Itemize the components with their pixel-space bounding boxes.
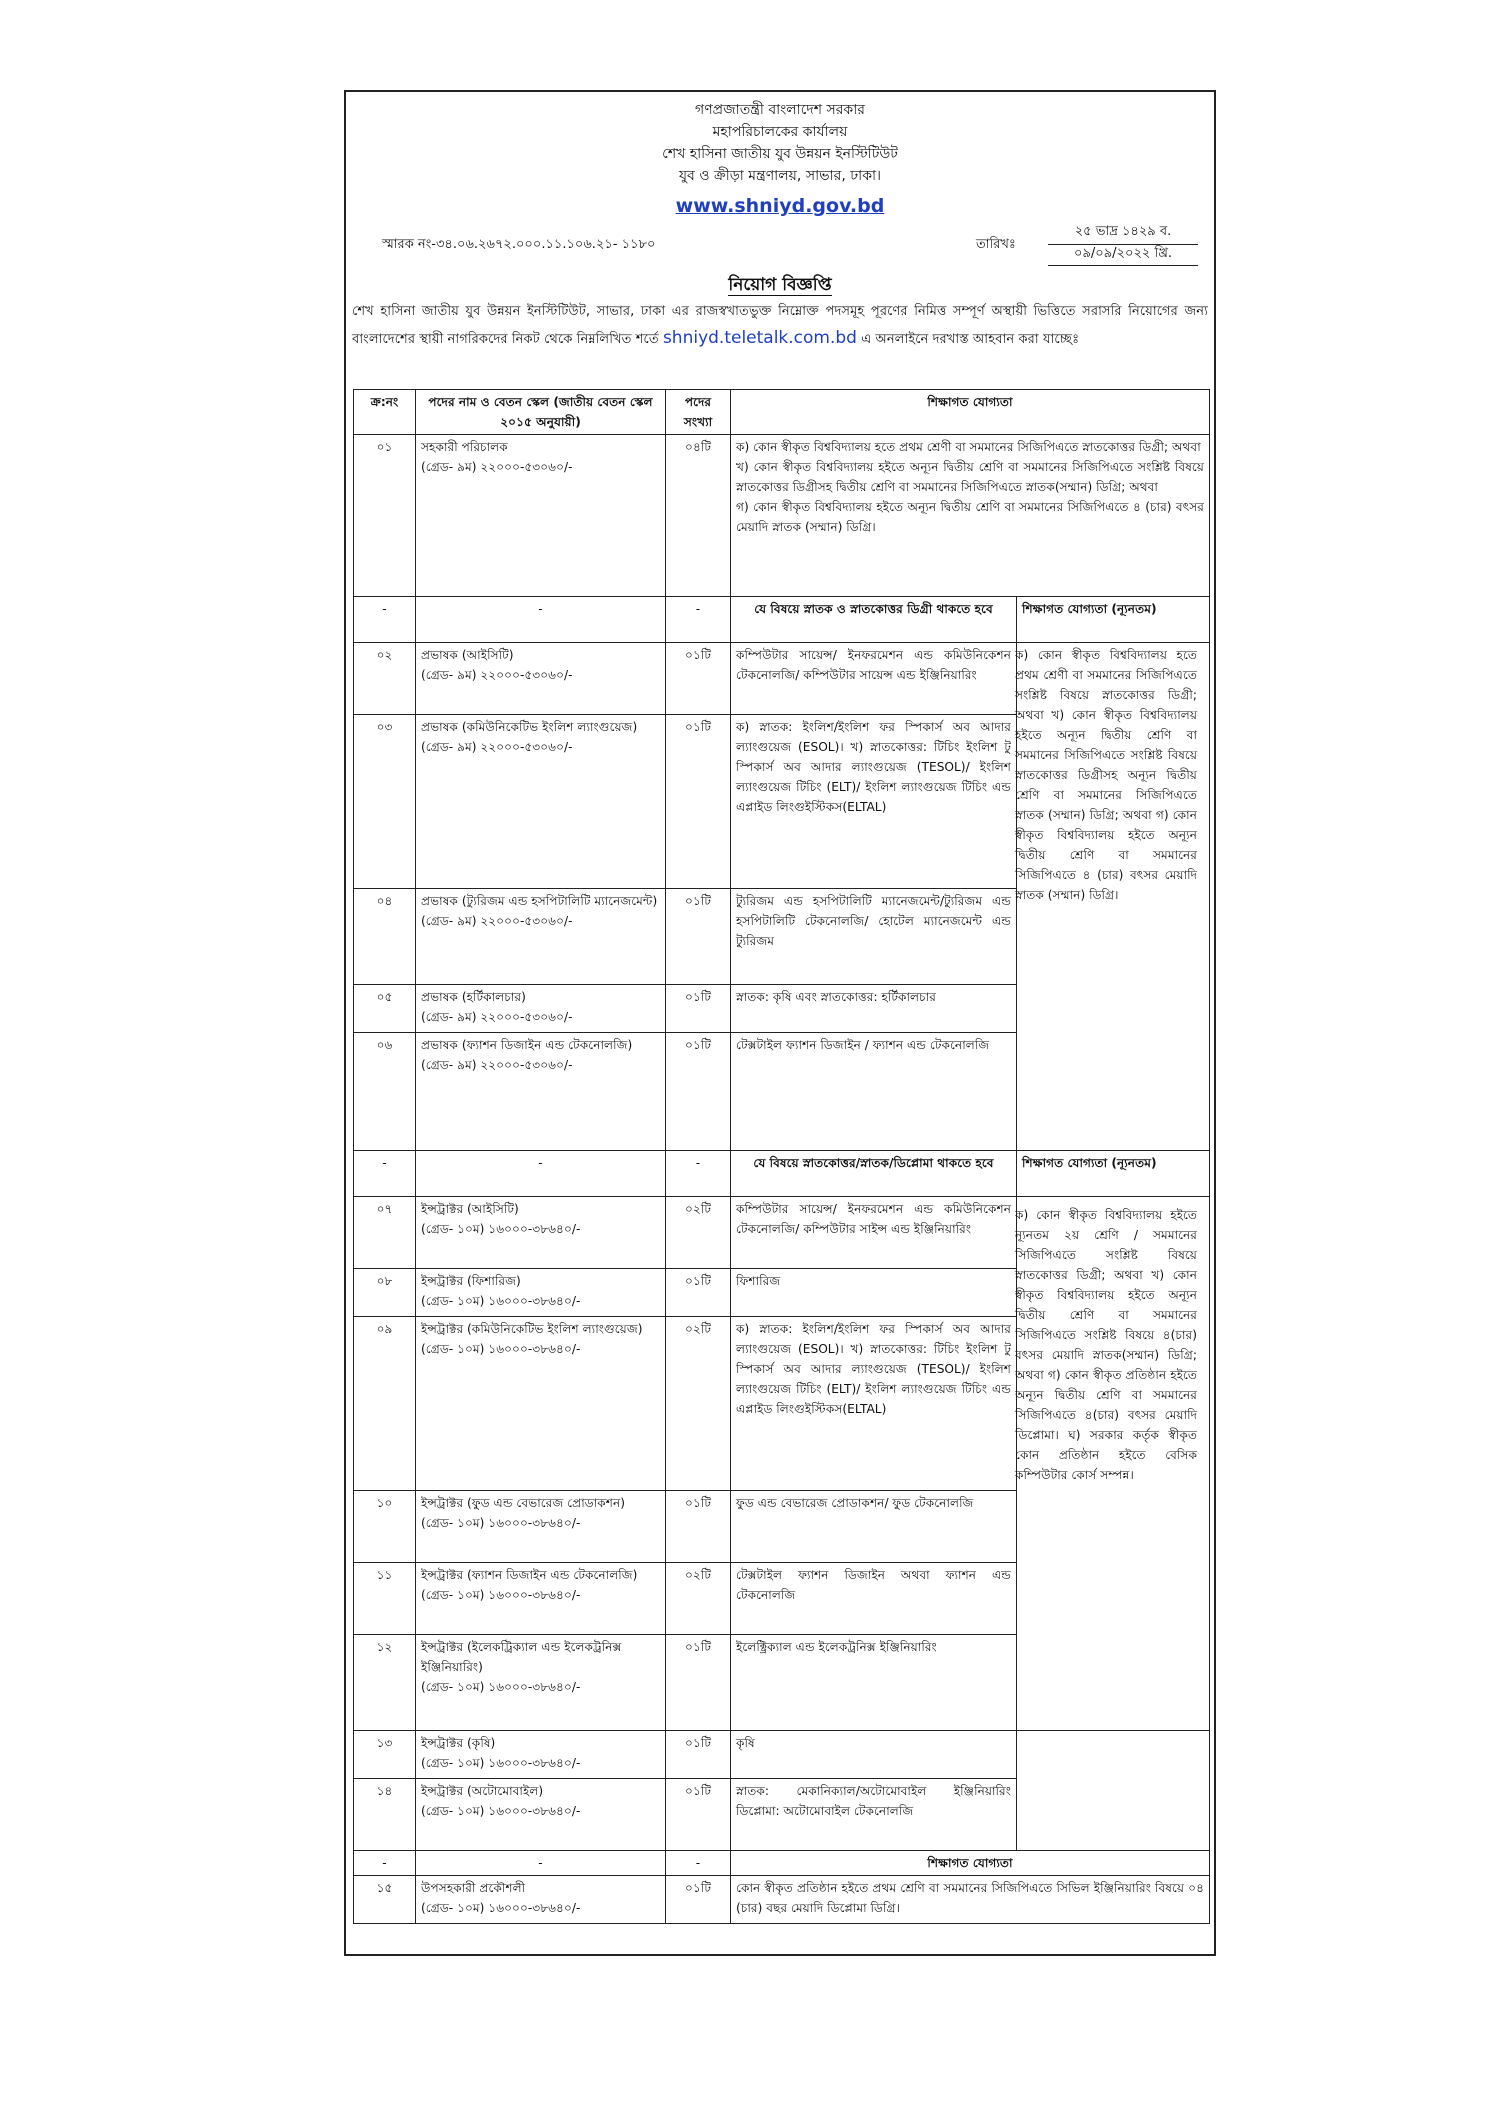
count-cell: ০২টি: [666, 1317, 731, 1491]
dash-cell: -: [416, 1151, 666, 1197]
post-grade: (গ্রেড- ১০ম) ১৬০০০-৩৮৬৪০/-: [421, 1222, 581, 1236]
post-grade: (গ্রেড- ১০ম) ১৬০০০-৩৮৬৪০/-: [421, 1901, 581, 1915]
qualification-item: ক) কোন স্বীকৃত বিশ্ববিদ্যালয় হতে প্রথম শ্রেণী বা সমমানের সিজিপিএতে স্নাতকোত্তর ডিগ্রী; অথবা: [736, 440, 1201, 454]
subheader-row: [354, 597, 1210, 643]
qualification-cell: [731, 435, 1210, 597]
post-grade: (গ্রেড- ১০ম) ১৬০০০-৩৮৬৪০/-: [421, 1294, 581, 1308]
dash-cell: -: [666, 1851, 731, 1876]
post-cell: [416, 985, 666, 1033]
dash-cell: -: [416, 1851, 666, 1876]
post-grade: (গ্রেড- ৯ম) ২২০০০-৫৩০৬০/-: [421, 740, 573, 754]
subject-cell: ফিশারিজ: [731, 1269, 1017, 1317]
serial-cell: ০৪: [354, 889, 416, 985]
notice-title-text: নিয়োগ বিজ্ঞপ্তি: [728, 275, 832, 295]
post-name: প্রভাষক (কমিউনিকেটিভ ইংলিশ ল্যাংগুয়েজ): [421, 720, 638, 734]
dash-cell: -: [354, 1151, 416, 1197]
shared-qualification-note-2: ক) কোন স্বীকৃত বিশ্ববিদ্যালয় হইতে ন্যূনতম ২য় শ্রেণি / সমমানের সিজিপিএতে সংশ্লিষ্ট বিষয়ে স্নাতকোত্তর ডিগ্রী; অথবা খ) কোন স্বীকৃত বিশ্ববিদ্যালয় হইতে অন্যূন দ্বিতীয় শ্রেণি বা সমমানের সিজিপিএতে সংশ্লিষ্ট বিষয়ে ৪(চার) বৎসর মেয়াদি স্নাতক(সম্মান) ডিগ্রি; অথবা গ) কোন স্বীকৃত প্রতিষ্ঠান হইতে অন্যূন দ্বিতীয় শ্রেণি বা সমমানের সিজিপিএতে ৪(চার) বৎসর মেয়াদি ডিপ্লোমা। ঘ) সরকার কর্তৃক স্বীকৃত কোন প্রতিষ্ঠান হইতে বেসিক কম্পিউটার কোর্স সম্পন্ন।: [1015, 1208, 1197, 1482]
website-link[interactable]: www.shniyd.gov.bd: [675, 195, 885, 217]
office-name: মহাপরিচালকের কার্যালয়: [712, 124, 848, 140]
post-cell: ইন্সট্রাক্টর (ফুড এন্ড বেভারেজ প্রোডাকশন) (গ্রেড- ১০ম) ১৬০০০-৩৮৬৪০/-: [416, 1491, 666, 1563]
post-cell: [416, 1876, 666, 1924]
post-name: ইন্সট্রাক্টর (কৃষি): [421, 1736, 496, 1750]
count-cell: ০১টি: [666, 715, 731, 889]
count-cell: ০১টি: [666, 889, 731, 985]
table-header-row: [354, 390, 1210, 435]
count-cell: ০১টি: [666, 1033, 731, 1151]
dash-cell: -: [416, 597, 666, 643]
count-cell: ০১টি: [666, 985, 731, 1033]
subject-cell: কম্পিউটার সায়েন্স/ ইনফরমেশন এন্ড কমিউনিকেশন টেকনোলজি/ কম্পিউটার সাইন্স এন্ড ইঞ্জিনিয়ারিং: [731, 1197, 1017, 1269]
count-cell: ০১টি: [666, 1876, 731, 1924]
count-cell: ০১টি: [666, 1635, 731, 1731]
subject-subheader: যে বিষয়ে স্নাতক ও স্নাতকোত্তর ডিগ্রী থাকতে হবে: [731, 597, 1017, 643]
post-name: ইন্সট্রাক্টর (কমিউনিকেটিভ ইংলিশ ল্যাংগুয়েজ): [421, 1322, 643, 1336]
ministry-address: যুব ও ক্রীড়া মন্ত্রণালয়, সাভার, ঢাকা।: [678, 168, 882, 184]
serial-cell: ১১: [354, 1563, 416, 1635]
post-name: ইন্সট্রাক্টর (আইসিটি): [421, 1202, 519, 1216]
govt-name: গণপ্রজাতন্ত্রী বাংলাদেশ সরকার: [695, 102, 865, 118]
count-cell: ০১টি: [666, 1779, 731, 1851]
serial-cell: ০৭: [354, 1197, 416, 1269]
subject-cell: টেক্সটাইল ফ্যাশন ডিজাইন অথবা ফ্যাশন এন্ড টেকনোলজি: [731, 1563, 1017, 1635]
qualification-subheader: শিক্ষাগত যোগ্যতা (ন্যূনতম): [1017, 597, 1210, 643]
post-cell: [416, 435, 666, 597]
subject-cell: ক) স্নাতক: ইংলিশ/ইংলিশ ফর স্পিকার্স অব আদার ল্যাংগুয়েজ (ESOL)। খ) স্নাতকোত্তর: টিচিং ইংলিশ টু স্পিকার্স অব আদার ল্যাংগুয়েজ (TESOL)/ ইংলিশ ল্যাংগুয়েজ টিচিং (ELT)/ ইংলিশ ল্যাংগুয়েজ টিচিং এন্ড এপ্লাইড লিংগুইস্টিকস(ELTAL): [731, 1317, 1017, 1491]
post-grade: (গ্রেড- ৯ম) ২২০০০-৫৩০৬০/-: [421, 1058, 573, 1072]
header-count: পদের সংখ্যা: [666, 390, 731, 435]
serial-cell: ০১: [354, 435, 416, 597]
serial-cell: ১৩: [354, 1731, 416, 1779]
count-cell: ০১টি: [666, 1491, 731, 1563]
subheader-row: [354, 1151, 1210, 1197]
dash-cell: -: [666, 1151, 731, 1197]
qualification-item: খ) কোন স্বীকৃত বিশ্ববিদ্যালয় হইতে অন্যূন দ্বিতীয় শ্রেণি বা সমমানের সিজিপিএতে সংশ্লিষ্ট বিষয়ে স্নাতকোত্তর ডিগ্রীসহ দ্বিতীয় শ্রেণি বা সমমানের সিজিপিএতে স্নাতক(সম্মান) ডিগ্রি; অথবা: [736, 460, 1204, 494]
table-row: [354, 1876, 1210, 1924]
header-serial: ক্র:নং: [354, 390, 416, 435]
count-cell: ০৪টি: [666, 435, 731, 597]
post-cell: [416, 1197, 666, 1269]
date-english: ০৯/০৯/২০২২ খ্রি.: [1048, 244, 1198, 266]
subheader-row: [354, 1851, 1210, 1876]
post-name: প্রভাষক (আইসিটি): [421, 648, 514, 662]
post-cell: [416, 1269, 666, 1317]
subject-cell: স্নাতক: কৃষি এবং স্নাতকোত্তর: হর্টিকালচার: [731, 985, 1017, 1033]
post-grade: (গ্রেড- ১০ম) ১৬০০০-৩৮৬৪০/-: [421, 1680, 581, 1694]
serial-cell: ০৮: [354, 1269, 416, 1317]
subject-cell: স্নাতক: মেকানিক্যাল/অটোমোবাইল ইঞ্জিনিয়ারিং ডিপ্লোমা: অটোমোবাইল টেকনোলজি: [731, 1779, 1017, 1851]
post-cell: [416, 889, 666, 985]
subject-cell: ট্যুরিজম এন্ড হসপিটালিটি ম্যানেজমেন্ট/ট্যুরিজম এন্ড হসপিটালিটি টেকনোলজি/ হোটেল ম্যানেজমেন্ট এন্ড ট্যুরিজম: [731, 889, 1017, 985]
dash-cell: -: [354, 597, 416, 643]
subject-cell: ক) স্নাতক: ইংলিশ/ইংলিশ ফর স্পিকার্স অব আদার ল্যাংগুয়েজ (ESOL)। খ) স্নাতকোত্তর: টিচিং ইংলিশ টু স্পিকার্স অব আদার ল্যাংগুয়েজ (TESOL)/ ইংলিশ ল্যাংগুয়েজ টিচিং (ELT)/ ইংলিশ ল্যাংগুয়েজ টিচিং এন্ড এপ্লাইড লিংগুইস্টিকস(ELTAL): [731, 715, 1017, 889]
post-cell: [416, 1635, 666, 1731]
header-post: পদের নাম ও বেতন স্কেল (জাতীয় বেতন স্কেল ২০১৫ অনুযায়ী): [416, 390, 666, 435]
serial-cell: ০৯: [354, 1317, 416, 1491]
notice-title: [346, 272, 1214, 300]
vacancy-table: [353, 389, 1210, 1924]
shared-qualification-note-1: ক) কোন স্বীকৃত বিশ্ববিদ্যালয় হতে প্রথম শ্রেণী বা সমমানের সিজিপিএতে সংশ্লিষ্ট বিষয়ে স্নাতকোত্তর ডিগ্রী; অথবা খ) কোন স্বীকৃত বিশ্ববিদ্যালয় হইতে অন্যূন দ্বিতীয় শ্রেণি বা সমমানের সিজিপিএতে সংশ্লিষ্ট বিষয়ে স্নাতকোত্তর ডিগ্রীসহ অন্যূন দ্বিতীয় শ্রেণি বা সমমানের সিজিপিএতে স্নাতক (সম্মান) ডিগ্রি; অথবা গ) কোন স্বীকৃত বিশ্ববিদ্যালয় হইতে অন্যূন দ্বিতীয় শ্রেণি বা সমমানের সিজিপিএতে ৪ (চার) বৎসর মেয়াদি স্নাতক (সম্মান) ডিগ্রি।: [1015, 648, 1197, 902]
post-cell: [416, 1033, 666, 1151]
serial-cell: ১৫: [354, 1876, 416, 1924]
subject-cell: ইলেক্ট্রিক্যাল এন্ড ইলেকট্রনিক্স ইঞ্জিনিয়ারিং: [731, 1635, 1017, 1731]
date-label: তারিখঃ: [976, 237, 1016, 252]
subject-cell: টেক্সটাইল ফ্যাশন ডিজাইন / ফ্যাশন এন্ড টেকনোলজি: [731, 1033, 1017, 1151]
subject-cell: কৃষি: [731, 1731, 1017, 1779]
serial-cell: ১৪: [354, 1779, 416, 1851]
subject-cell: কম্পিউটার সায়েন্স/ ইনফরমেশন এন্ড কমিউনিকেশন টেকনোলজি/ কম্পিউটার সায়েন্স এন্ড ইঞ্জিনিয়ারিং: [731, 643, 1017, 715]
post-name: প্রভাষক (ট্যুরিজম এন্ড হসপিটালিটি ম্যানেজমেন্ট): [421, 894, 658, 908]
serial-cell: ১০: [354, 1491, 416, 1563]
notice-frame: [344, 90, 1216, 1956]
post-grade: (গ্রেড- ১০ম) ১৬০০০-৩৮৬৪০/-: [421, 1342, 581, 1356]
intro-text-b: এ অনলাইনে দরখাস্ত আহবান করা যাচ্ছেঃ: [861, 332, 1080, 347]
post-grade: (গ্রেড- ৯ম) ২২০০০-৫৩০৬০/-: [421, 1010, 573, 1024]
post-name: প্রভাষক (হর্টিকালচার): [421, 990, 526, 1004]
serial-cell: ০৩: [354, 715, 416, 889]
subject-cell: ফুড এন্ড বেভারেজ প্রোডাকশন/ ফুড টেকনোলজি: [731, 1491, 1017, 1563]
count-cell: ০১টি: [666, 643, 731, 715]
count-cell: ০১টি: [666, 1731, 731, 1779]
intro-paragraph: [352, 298, 1208, 353]
post-cell: [416, 1731, 666, 1779]
serial-cell: ০২: [354, 643, 416, 715]
post-name: সহকারী পরিচালক: [421, 440, 508, 454]
qualification-subheader: শিক্ষাগত যোগ্যতা (ন্যূনতম): [1017, 1151, 1210, 1197]
serial-cell: ১২: [354, 1635, 416, 1731]
count-cell: ০২টি: [666, 1563, 731, 1635]
post-cell: [416, 643, 666, 715]
post-cell: [416, 715, 666, 889]
post-grade: (গ্রেড- ১০ম) ১৬০০০-৩৮৬৪০/-: [421, 1756, 581, 1770]
qualification-cell: কোন স্বীকৃত প্রতিষ্ঠান হইতে প্রথম শ্রেণি বা সমমানের সিজিপিএতে সিভিল ইঞ্জিনিয়ারিং বিষয়ে ০৪ (চার) বছর মেয়াদি ডিপ্লোমা ডিগ্রি।: [731, 1876, 1210, 1924]
post-grade: (গ্রেড- ৯ম) ২২০০০-৫৩০৬০/-: [421, 460, 573, 474]
table-row: [354, 435, 1210, 597]
post-name: উপসহকারী প্রকৌশলী: [421, 1881, 526, 1895]
post-cell: [416, 1317, 666, 1491]
post-name: ইন্সট্রাক্টর (ফিশারিজ): [421, 1274, 521, 1288]
count-cell: ০১টি: [666, 1269, 731, 1317]
date-bangla: ২৫ ভাদ্র ১৪২৯ ব.: [1048, 222, 1198, 245]
serial-cell: ০৬: [354, 1033, 416, 1151]
empty-cell: [1017, 1731, 1210, 1851]
qualification-item: গ) কোন স্বীকৃত বিশ্ববিদ্যালয় হইতে অন্যূন দ্বিতীয় শ্রেণি বা সমমানের সিজিপিএতে ৪ (চার) বৎসর মেয়াদি স্নাতক (সম্মান) ডিগ্রি।: [736, 500, 1204, 534]
dash-cell: -: [666, 597, 731, 643]
post-grade: (গ্রেড- ৯ম) ২২০০০-৫৩০৬০/-: [421, 914, 573, 928]
apply-site-link[interactable]: shniyd.teletalk.com.bd: [662, 328, 857, 348]
post-name: ইন্সট্রাক্টর (অটোমোবাইল): [421, 1784, 544, 1798]
memo-number: স্মারক নং-৩৪.০৬.২৬৭২.০০০.১১.১০৬.২১- ১১৮০: [382, 237, 656, 252]
subject-subheader: যে বিষয়ে স্নাতকোত্তর/স্নাতক/ডিপ্লোমা থাকতে হবে: [731, 1151, 1017, 1197]
post-grade: (গ্রেড- ১০ম) ১৬০০০-৩৮৬৪০/-: [421, 1804, 581, 1818]
dash-cell: -: [354, 1851, 416, 1876]
institute-name: শেখ হাসিনা জাতীয় যুব উন্নয়ন ইনস্টিটিউট: [662, 146, 898, 162]
post-cell: [416, 1779, 666, 1851]
serial-cell: ০৫: [354, 985, 416, 1033]
header-qualification: শিক্ষাগত যোগ্যতা: [731, 390, 1210, 435]
post-name: ইন্সট্রাক্টর (ইলেকট্রিক্যাল এন্ড ইলেকট্রনিক্স ইঞ্জিনিয়ারিং): [421, 1640, 622, 1674]
intro-text-a: শেখ হাসিনা জাতীয় যুব উন্নয়ন ইনস্টিটিউট, সাভার, ঢাকা এর রাজস্বখাতভুক্ত নিম্নোক্ত পদসমূহ পূরণের নিমিত্ত সম্পূর্ণ অস্থায়ী ভিত্তিতে সরাসরি নিয়োগের জন্য বাংলাদেশের স্থায়ী নাগরিকদের নিকট থেকে নিম্নলিখিত শর্তে: [352, 304, 1208, 347]
count-cell: ০২টি: [666, 1197, 731, 1269]
post-name: প্রভাষক (ফ্যাশন ডিজাইন এন্ড টেকনোলজি): [421, 1038, 633, 1052]
post-grade: (গ্রেড- ৯ম) ২২০০০-৫৩০৬০/-: [421, 668, 573, 682]
post-cell: ইন্সট্রাক্টর (ফ্যাশন ডিজাইন এন্ড টেকনোলজি) (গ্রেড- ১০ম) ১৬০০০-৩৮৬৪০/-: [416, 1563, 666, 1635]
qualification-subheader: শিক্ষাগত যোগ্যতা: [731, 1851, 1210, 1876]
table-row: [354, 1731, 1210, 1779]
